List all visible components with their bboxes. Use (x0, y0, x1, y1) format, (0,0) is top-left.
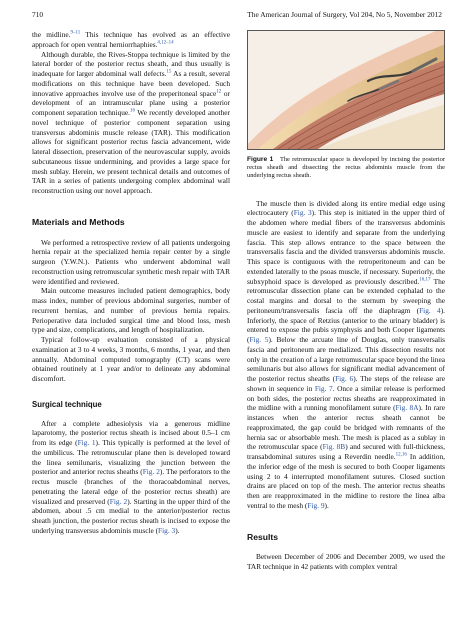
figure-link[interactable]: Fig. 8A (395, 403, 419, 413)
reference[interactable]: 16,17 (419, 277, 431, 283)
reference[interactable]: 16 (130, 108, 136, 114)
paragraph: Between December of 2006 and December 2009, we used the TAR technique in 42 patients with complex ventral (247, 552, 445, 572)
reference[interactable]: 4,12–14 (157, 40, 174, 46)
figure-link[interactable]: Fig. 2 (109, 496, 128, 506)
right-column (247, 30, 445, 572)
figure-link[interactable]: Fig. 3 (158, 525, 176, 535)
paragraph: Main outcome measures included patient demographics, body mass index, number of previous abdominal surgeries, number of recurrent hernias, and number of previous hernia repairs. Perioperative data included surgical time and blood loss, mesh type and size, complications, and length of hospitalization. (32, 286, 230, 335)
left-column (32, 30, 230, 536)
journal-citation: The American Journal of Surgery, Vol 204, No 5, November 2012 (247, 9, 442, 19)
paragraph: The muscle then is divided along its entire medial edge using electrocautery (Fig. 3). This step is initiated in the upper third of the abdomen where medial fibers of the transversus abdominis muscle are easiest to identify and separate from the underlying fascia. This step allows entrance to the space between the transversalis fascia and the divided transversus abdominis muscle. This space is contiguous with the retroperitoneum and can be extended laterally to the psoas muscle, if necessary. Superiorly, the subxyphoid space is developed as previously described.$^{16,17}$ The retromuscular dissection plane can be extended cephalad to the costal margins and dorsal to the sternum by sweeping the peritoneum/transversalis fascia off the diaphragm (Fig. 4). Inferiorly, the space of Retzius (anterior to the urinary bladder) is entered to expose the pubis symphysis and both Cooper ligaments (Fig. 5). Below the arcuate line of Douglas, only transversalis fascia and peritoneum are medialized. This dissection results not only in the creation of a large retromuscular space beyond the linea semilunaris but also allows for significant medial advancement of the posterior rectus sheaths (Fig. 6). The steps of the release are shown in sequence in Fig. 7. Once a similar release is performed on both sides, the posterior rectus sheaths are reapproximated in the midline with a running monofilament suture (Fig. 8A). In rare instances when the anterior rectus sheath cannot be reapproximated, the gap could be bridged with remnants of the hernia sac or absorbable mesh. The mesh is placed as a sublay in the retromuscular space (Fig. 8B) and secured with full-thickness, transabdominal sutures using a Reverdin needle.$^{12,16}$ In addition, the inferior edge of the mesh is secured to both Cooper ligaments using 2 to 4 interrupted monofilament sutures. Closed suction drains are placed on top of the mesh. The anterior rectus sheaths then are reapproximated in the midline to restore the linea alba ventral to the mesh (Fig. 9). (247, 198, 445, 510)
figure-link[interactable]: Fig. 9 (307, 500, 325, 510)
figure-link[interactable]: Fig. 7 (314, 383, 333, 393)
figure-link[interactable]: Fig. 8B (322, 442, 346, 452)
section-heading-methods: Materials and Methods (32, 216, 125, 227)
reference[interactable]: 9–11 (70, 30, 81, 36)
subsection-heading-technique: Surgical technique (32, 399, 102, 409)
figure-link[interactable]: Fig. 6 (335, 374, 354, 384)
paragraph: After a complete adhesiolysis via a generous midline laparotomy, the posterior rectus sheath is incised about 0.5–1 cm from its edge (Fig. 1). This typically is performed at the level of the umbilicus. The retromuscular plane then is developed toward the linea semilunaris, visualizing the junction between the posterior and anterior rectus sheaths (Fig. 2). The perforators to the rectus muscle (branches of the thoracoabdominal nerves, penetrating the lateral edge of the posterior rectus sheath) are visualized and preserved (Fig. 2). Starting in the upper third of the abdomen, about .5 cm medial to the anterior/posterior rectus sheath junction, the posterior rectus sheath is incised to expose the underlying transversus abdominis muscle (Fig. 3). (32, 418, 231, 535)
paragraph: the midline.$^{9-11}$ This technique has evolved as an effective approach for open ventral herniorrhaphies.$^{4,12-14}$ (32, 30, 230, 49)
figure-link[interactable]: Fig. 4 (419, 305, 441, 315)
reference[interactable]: 12,16 (395, 452, 407, 458)
surgical-illustration (248, 31, 444, 149)
figure-link[interactable]: Fig. 1 (77, 438, 96, 447)
figure-label: Figure 1 (247, 156, 274, 163)
paragraph: Typical follow-up evaluation consisted of a physical examination at 3 to 4 weeks, 3 months, 6 months, 1 year, and then annually. Abdominal computed tomography (CT) scans were obtained routinely at 1 year and/or to delineate any abdominal discomfort. (32, 335, 230, 383)
reference[interactable]: 15 (166, 69, 172, 75)
figure-link[interactable]: Fig. 5 (249, 335, 269, 345)
section-heading-results: Results (247, 531, 279, 542)
figure-1-caption: Figure 1 The retromuscular space is developed by incising the posterior rectus sheath and dissecting the rectus abdominis muscle from the underlying rectus sheath. (247, 156, 446, 180)
page-number: 710 (32, 9, 44, 19)
reference[interactable]: 12 (216, 89, 222, 95)
figure-link[interactable]: Fig. 2 (142, 467, 160, 477)
paragraph: We performed a retrospective review of all patients undergoing hernia repair at the specialized hernia repair center by a single surgeon (Y.W.N.). Patients who underwent abdominal wall reconstruction using retromuscular synthetic mesh repair with TAR were identified and reviewed. (32, 237, 230, 286)
figure-link[interactable]: Fig. 3 (293, 208, 312, 218)
paragraph: Although durable, the Rives-Stoppa technique is limited by the lateral border of the posterior rectus sheath, and thus usually is inadequate for larger abdominal wall defects.$^{15}$ As a result, several modifications on this technique have been developed. Such innovative approaches involve use of the preperitoneal space$^{12}$ or development of an intramuscular plane using a posterior component separation technique.$^{16}$ We recently developed another novel technique of posterior component separation using transversus abdominis muscle release (TAR). This modification allows for significant posterior rectus fascia advancement, wide lateral dissection, preservation of the neurovascular supply, avoids subcutaneous tissue undermining, and provides a large space for mesh sublay. Herein, we present technical details and outcomes of TAR in a series of patients undergoing complex abdominal wall reconstruction using our novel approach. (32, 49, 231, 195)
figure-1-illustration (247, 30, 445, 150)
running-header (32, 8, 442, 20)
